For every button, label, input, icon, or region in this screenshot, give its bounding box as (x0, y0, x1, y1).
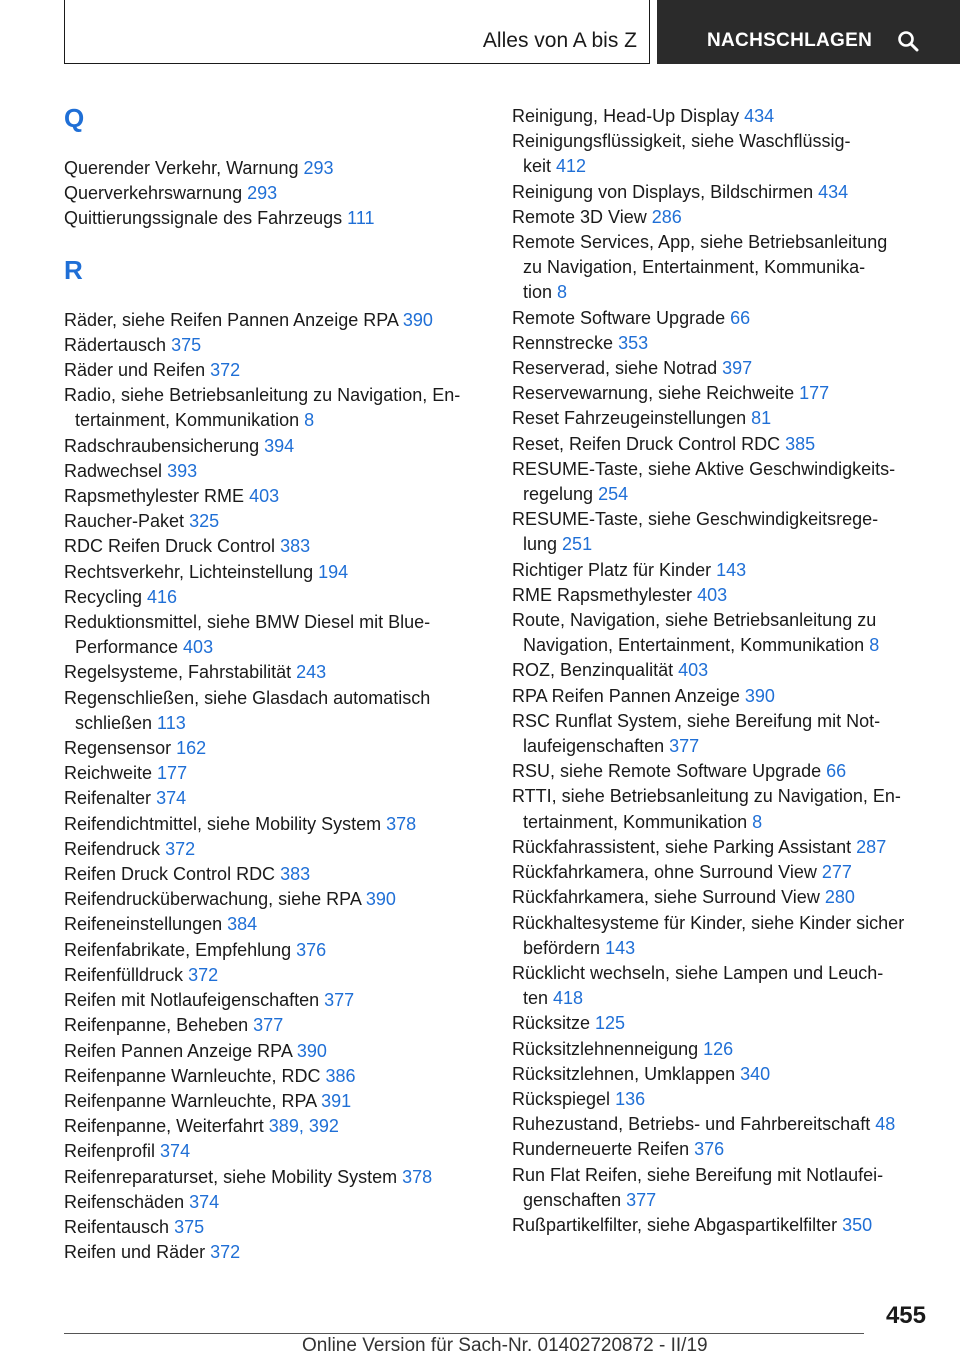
page-link[interactable]: 376 (694, 1139, 725, 1160)
page-link[interactable]: 254 (598, 484, 629, 505)
page-link[interactable]: 293 (303, 158, 334, 178)
header-title-box (64, 0, 650, 64)
index-entry (512, 230, 932, 255)
index-entry-text: Reifenalter (64, 788, 157, 809)
header-tab-label: NACHSCHLAGEN (707, 30, 873, 51)
index-entry-text: Reifenschäden (64, 1191, 190, 1212)
index-entry-text: Reifenpanne, Beheben (64, 1015, 254, 1036)
page-link[interactable]: 81 (751, 408, 772, 429)
index-entry-text: Regenschließen, siehe Glasdach automatisch (64, 687, 431, 708)
page-link[interactable]: 393 (167, 460, 198, 481)
index-entry-text: lung (523, 534, 563, 555)
index-entry-text: Querender Verkehr, Warnung (64, 158, 304, 178)
page-link[interactable]: 48 (875, 1114, 896, 1135)
index-entry-text: RSU, siehe Remote Software Upgrade (512, 761, 827, 782)
section-letter-q: Q (64, 103, 85, 133)
page-link[interactable]: 383 (280, 536, 311, 557)
index-entry-text: Reset Fahrzeugeinstellungen (512, 408, 752, 429)
page-link[interactable]: 389, 392 (268, 1116, 339, 1137)
page-link[interactable]: 350 (842, 1214, 873, 1235)
page-link[interactable]: 374 (156, 788, 187, 809)
index-entry (512, 986, 932, 1011)
index-entry (512, 1112, 932, 1137)
index-entry (512, 633, 932, 658)
page-link[interactable]: 8 (752, 811, 763, 832)
index-entry (64, 686, 484, 711)
index-entry (64, 1139, 484, 1164)
index-entry-text: Räder und Reifen (64, 360, 211, 381)
index-entry-text: genschaften (523, 1189, 627, 1210)
index-entry-text: Radschraubensicherung (64, 435, 265, 456)
page-link[interactable]: 280 (824, 887, 855, 908)
index-entry-text: Reset, Reifen Druck Control RDC (512, 433, 786, 454)
index-entry-text: Reifendichtmittel, siehe Mobility System (64, 813, 387, 834)
index-entry-text: RME Rapsmethylester (512, 584, 698, 605)
page-link[interactable]: 287 (856, 836, 887, 857)
index-entry (64, 1165, 484, 1190)
index-list-r (64, 308, 484, 1266)
index-entry (64, 358, 484, 383)
page-link[interactable]: 325 (189, 511, 220, 532)
index-entry (512, 759, 932, 784)
index-entry (64, 1064, 484, 1089)
page-link[interactable]: 374 (189, 1191, 220, 1212)
index-entry-text: Rücksitzlehnen, Umklappen (512, 1063, 741, 1084)
index-entry (512, 658, 932, 683)
index-entry-text: Rechtsverkehr, Lichteinstellung (64, 561, 319, 582)
index-entry-text: Rücklicht wechseln, siehe Lampen und Leuch- (512, 962, 884, 983)
page-link[interactable]: 403 (678, 660, 709, 681)
index-entry-text: Reservewarnung, siehe Reichweite (512, 383, 800, 404)
index-entry-text: Radio, siehe Betriebsanleitung zu Navigation, En- (64, 385, 461, 406)
index-entry (512, 1087, 932, 1112)
index-entry (512, 709, 932, 734)
index-entry-text: Räder, siehe Reifen Pannen Anzeige RPA (64, 309, 403, 330)
index-entry (512, 1037, 932, 1062)
index-entry (512, 280, 932, 305)
index-entry (512, 784, 932, 809)
page-link[interactable]: 372 (165, 838, 196, 859)
index-entry (64, 963, 484, 988)
index-entry-text: Reifenpanne, Weiterfahrt (64, 1116, 269, 1137)
index-entry-text: Reifenprofil (64, 1141, 161, 1162)
index-entry-text: Reinigung von Displays, Bildschirmen (512, 181, 819, 202)
index-entry (512, 482, 932, 507)
index-entry (64, 484, 484, 509)
index-entry-text: RESUME-Taste, siehe Geschwindigkeitsrege- (512, 509, 879, 530)
index-entry (64, 1190, 484, 1215)
page-link[interactable]: 8 (304, 410, 315, 431)
index-column-right (512, 104, 932, 1238)
index-entry-text: Reifen mit Notlaufeigenschaften (64, 990, 325, 1011)
page-link[interactable]: 162 (176, 738, 207, 759)
index-entry-text: ROZ, Benzinqualität (512, 660, 679, 681)
index-entry (512, 734, 932, 759)
index-entry (64, 408, 484, 433)
index-entry (512, 860, 932, 885)
page-link[interactable]: 390 (744, 685, 775, 706)
index-entry-text: Reduktionsmittel, siehe BMW Diesel mit Blue- (64, 612, 431, 633)
index-entry (512, 911, 932, 936)
index-entry-text: Runderneuerte Reifen (512, 1139, 695, 1160)
index-entry-text: RSC Runflat System, siehe Bereifung mit Not- (512, 710, 881, 731)
page-link[interactable]: 8 (557, 282, 568, 303)
index-entry-text: Reifendruck (64, 838, 166, 859)
index-entry (512, 961, 932, 986)
page-link[interactable]: 177 (799, 383, 830, 404)
index-entry-text: Rückfahrassistent, siehe Parking Assistant (512, 836, 857, 857)
index-entry-text: Reifen Pannen Anzeige RPA (64, 1040, 297, 1061)
index-entry-text: Reifendrucküberwachung, siehe RPA (64, 889, 366, 910)
index-entry-text: Reinigungsflüssigkeit, siehe Waschflüssig- (512, 131, 851, 152)
index-entry (64, 736, 484, 761)
index-list-r-continued (512, 104, 932, 1238)
page-link[interactable]: 194 (318, 561, 349, 582)
index-entry-text: Rädertausch (64, 334, 172, 355)
index-entry (64, 459, 484, 484)
index-entry-text: Rückfahrkamera, siehe Surround View (512, 887, 825, 908)
index-entry (64, 1114, 484, 1139)
index-entry-text: Richtiger Platz für Kinder (512, 559, 717, 580)
index-entry-text: Regelsysteme, Fahrstabilität (64, 662, 297, 683)
index-entry-text: RTTI, siehe Betriebsanleitung zu Navigation, En- (512, 786, 901, 807)
index-entry (512, 331, 932, 356)
index-entry (512, 129, 932, 154)
index-entry (512, 104, 932, 129)
index-entry-text: laufeigenschaften (523, 736, 670, 757)
index-entry-text: Querverkehrswarnung (64, 183, 248, 204)
page-link[interactable]: 293 (247, 183, 278, 204)
index-entry-text: Reifenfabrikate, Empfehlung (64, 939, 297, 960)
index-entry (512, 457, 932, 482)
index-entry (64, 988, 484, 1013)
index-entry (64, 610, 484, 635)
page-link[interactable]: 397 (722, 358, 753, 379)
page-link[interactable]: 372 (210, 360, 241, 381)
index-entry-text: Recycling (64, 586, 148, 607)
page-link[interactable]: 66 (826, 761, 847, 782)
index-entry-text: Rapsmethylester RME (64, 486, 250, 507)
index-entry-text: RDC Reifen Druck Control (64, 536, 281, 557)
index-entry (512, 306, 932, 331)
page-link[interactable]: 377 (253, 1015, 284, 1036)
page-link[interactable]: 372 (210, 1242, 241, 1263)
page-link[interactable]: 385 (785, 433, 816, 454)
page-link[interactable]: 143 (605, 937, 636, 958)
index-entry (64, 837, 484, 862)
index-entry-text: Rennstrecke (512, 332, 619, 353)
index-entry-text: Radwechsel (64, 460, 168, 481)
index-entry-text: zu Navigation, Entertainment, Kommunika- (523, 257, 866, 278)
page-link[interactable]: 377 (324, 990, 355, 1011)
index-entry (64, 1013, 484, 1038)
page-link[interactable]: 403 (697, 584, 728, 605)
index-entry (64, 660, 484, 685)
page-link[interactable]: 376 (296, 939, 327, 960)
index-entry (64, 206, 484, 231)
index-entry (512, 684, 932, 709)
index-entry-text: Route, Navigation, siehe Betriebsanleitung zu (512, 610, 877, 631)
page-link[interactable]: 340 (740, 1063, 771, 1084)
index-entry (512, 180, 932, 205)
index-entry (64, 887, 484, 912)
index-entry (64, 862, 484, 887)
index-entry (64, 383, 484, 408)
index-entry (64, 711, 484, 736)
page-link[interactable]: 143 (716, 559, 747, 580)
index-entry-text: tion (523, 282, 558, 303)
index-entry-text: RESUME-Taste, siehe Aktive Geschwindigkeits- (512, 458, 896, 479)
section-letter-r: R (64, 254, 83, 285)
index-entry (64, 761, 484, 786)
page-link[interactable]: 113 (157, 712, 186, 733)
page-link[interactable]: 383 (280, 864, 311, 885)
index-list-q (64, 156, 484, 232)
index-entry (64, 786, 484, 811)
index-entry-text: Reifen Druck Control RDC (64, 864, 281, 885)
index-entry-text: Reifenpanne Warnleuchte, RPA (64, 1090, 322, 1111)
page-link[interactable]: 125 (595, 1013, 626, 1034)
index-entry (64, 1089, 484, 1114)
magnifier-icon[interactable] (897, 30, 919, 52)
index-entry-text: tertainment, Kommunikation (523, 811, 753, 832)
index-entry (512, 558, 932, 583)
index-entry-text: Reichweite (64, 763, 158, 784)
index-entry (512, 1163, 932, 1188)
index-entry-text: schließen (75, 712, 158, 733)
page-link[interactable]: 8 (869, 635, 880, 656)
footer-version-text: Online Version für Sach-Nr. 01402720872 - II/19 (302, 1335, 708, 1356)
index-entry (512, 936, 932, 961)
index-entry-text: Reifen und Räder (64, 1242, 211, 1263)
index-entry (512, 835, 932, 860)
index-entry (512, 1188, 932, 1213)
index-entry (512, 1011, 932, 1036)
index-entry (512, 1213, 932, 1238)
index-entry (512, 1062, 932, 1087)
index-entry (64, 635, 484, 660)
page-link[interactable]: 251 (562, 534, 593, 555)
index-entry-text: Reifenpanne Warnleuchte, RDC (64, 1065, 326, 1086)
page-link[interactable]: 177 (157, 763, 188, 784)
index-entry (64, 1240, 484, 1265)
page-link[interactable]: 412 (556, 156, 587, 177)
index-entry (64, 509, 484, 534)
index-entry-text: Reinigung, Head-Up Display (512, 106, 745, 126)
page-link[interactable]: 353 (618, 332, 649, 353)
page-link[interactable]: 136 (615, 1088, 646, 1109)
index-entry (64, 1215, 484, 1240)
index-entry-text: Remote 3D View (512, 206, 652, 227)
index-entry (64, 812, 484, 837)
index-column-left (64, 100, 484, 1265)
header-tab-nachschlagen[interactable] (657, 0, 960, 64)
index-entry-text: befördern (523, 937, 606, 958)
index-entry (512, 255, 932, 280)
index-entry-text: Reifentausch (64, 1216, 175, 1237)
index-entry (512, 406, 932, 431)
page-link[interactable]: 416 (147, 586, 178, 607)
index-entry-text: Navigation, Entertainment, Kommunikation (523, 635, 870, 656)
index-entry (512, 532, 932, 557)
header-title: Alles von A bis Z (482, 29, 637, 52)
page-link[interactable]: 243 (296, 662, 327, 683)
footer-divider (64, 1333, 864, 1334)
page-link[interactable]: 390 (296, 1040, 327, 1061)
index-entry (64, 156, 484, 181)
index-entry-text: regelung (523, 484, 599, 505)
index-entry (512, 608, 932, 633)
index-entry-text: ten (523, 988, 554, 1009)
page-link[interactable]: 375 (174, 1216, 205, 1237)
index-entry (64, 181, 484, 206)
index-entry (64, 560, 484, 585)
index-entry (64, 308, 484, 333)
page-link[interactable]: 375 (171, 334, 202, 355)
page-link[interactable]: 378 (402, 1166, 433, 1187)
index-entry (64, 434, 484, 459)
index-entry (64, 534, 484, 559)
index-entry-text: Reserverad, siehe Notrad (512, 358, 723, 379)
index-entry (64, 1039, 484, 1064)
page-link[interactable]: 374 (160, 1141, 191, 1162)
page-link[interactable]: 384 (227, 914, 258, 935)
index-entry-text: Rückhaltesysteme für Kinder, siehe Kinder sicher (512, 912, 905, 933)
index-entry (512, 810, 932, 835)
index-entry-text: Remote Services, App, siehe Betriebsanleitung (512, 232, 888, 253)
index-entry (64, 912, 484, 937)
index-entry-text: Raucher-Paket (64, 511, 190, 532)
index-entry (64, 938, 484, 963)
index-entry (512, 205, 932, 230)
index-entry-text: Rußpartikelfilter, siehe Abgaspartikelfilter (512, 1214, 843, 1235)
index-entry-text: Ruhezustand, Betriebs- und Fahrbereitschaft (512, 1114, 876, 1135)
page-link[interactable]: 111 (347, 208, 375, 229)
page-link[interactable]: 277 (821, 862, 852, 883)
page-link[interactable]: 434 (744, 106, 775, 126)
index-entry (64, 585, 484, 610)
index-entry-text: Quittierungssignale des Fahrzeugs (64, 208, 348, 229)
page-number: 455 (885, 1302, 926, 1329)
index-entry-text: Run Flat Reifen, siehe Bereifung mit Notlaufei- (512, 1164, 884, 1185)
page-link[interactable]: 386 (325, 1065, 356, 1086)
page-link[interactable]: 66 (730, 307, 751, 328)
index-entry (512, 381, 932, 406)
index-entry-text: RPA Reifen Pannen Anzeige (512, 685, 745, 706)
index-entry-text: Reifenfülldruck (64, 964, 189, 985)
index-entry-text: Rückspiegel (512, 1088, 616, 1109)
page-link[interactable]: 403 (249, 486, 280, 507)
index-entry-text: Rückfahrkamera, ohne Surround View (512, 862, 822, 883)
page-link[interactable]: 126 (703, 1038, 734, 1059)
page-link[interactable]: 391 (321, 1090, 352, 1111)
index-entry (512, 885, 932, 910)
page-link[interactable]: 394 (264, 435, 295, 456)
index-entry (512, 583, 932, 608)
index-entry-text: Regensensor (64, 738, 177, 759)
page-link[interactable]: 377 (669, 736, 700, 757)
index-entry-text: keit (523, 156, 557, 177)
index-entry (512, 432, 932, 457)
index-entry (512, 507, 932, 532)
index-entry (64, 333, 484, 358)
index-entry-text: Reifeneinstellungen (64, 914, 228, 935)
page-link[interactable]: 390 (365, 889, 396, 910)
page-link[interactable]: 377 (626, 1189, 657, 1210)
page-link[interactable]: 434 (818, 181, 849, 202)
page-link[interactable]: 390 (402, 309, 433, 330)
page-link[interactable]: 403 (183, 637, 214, 658)
index-entry-text: Rücksitze (512, 1013, 596, 1034)
index-entry (512, 154, 932, 179)
index-entry-text: Remote Software Upgrade (512, 307, 731, 328)
page-link[interactable]: 418 (553, 988, 584, 1009)
index-entry-text: tertainment, Kommunikation (75, 410, 305, 431)
index-entry-text: Rücksitzlehnenneigung (512, 1038, 704, 1059)
page-link[interactable]: 372 (188, 964, 219, 985)
index-entry-text: Reifenreparaturset, siehe Mobility System (64, 1166, 403, 1187)
index-entry (512, 1137, 932, 1162)
page-link[interactable]: 286 (651, 206, 682, 227)
index-entry-text: Performance (75, 637, 184, 658)
page-link[interactable]: 378 (386, 813, 417, 834)
index-entry (512, 356, 932, 381)
